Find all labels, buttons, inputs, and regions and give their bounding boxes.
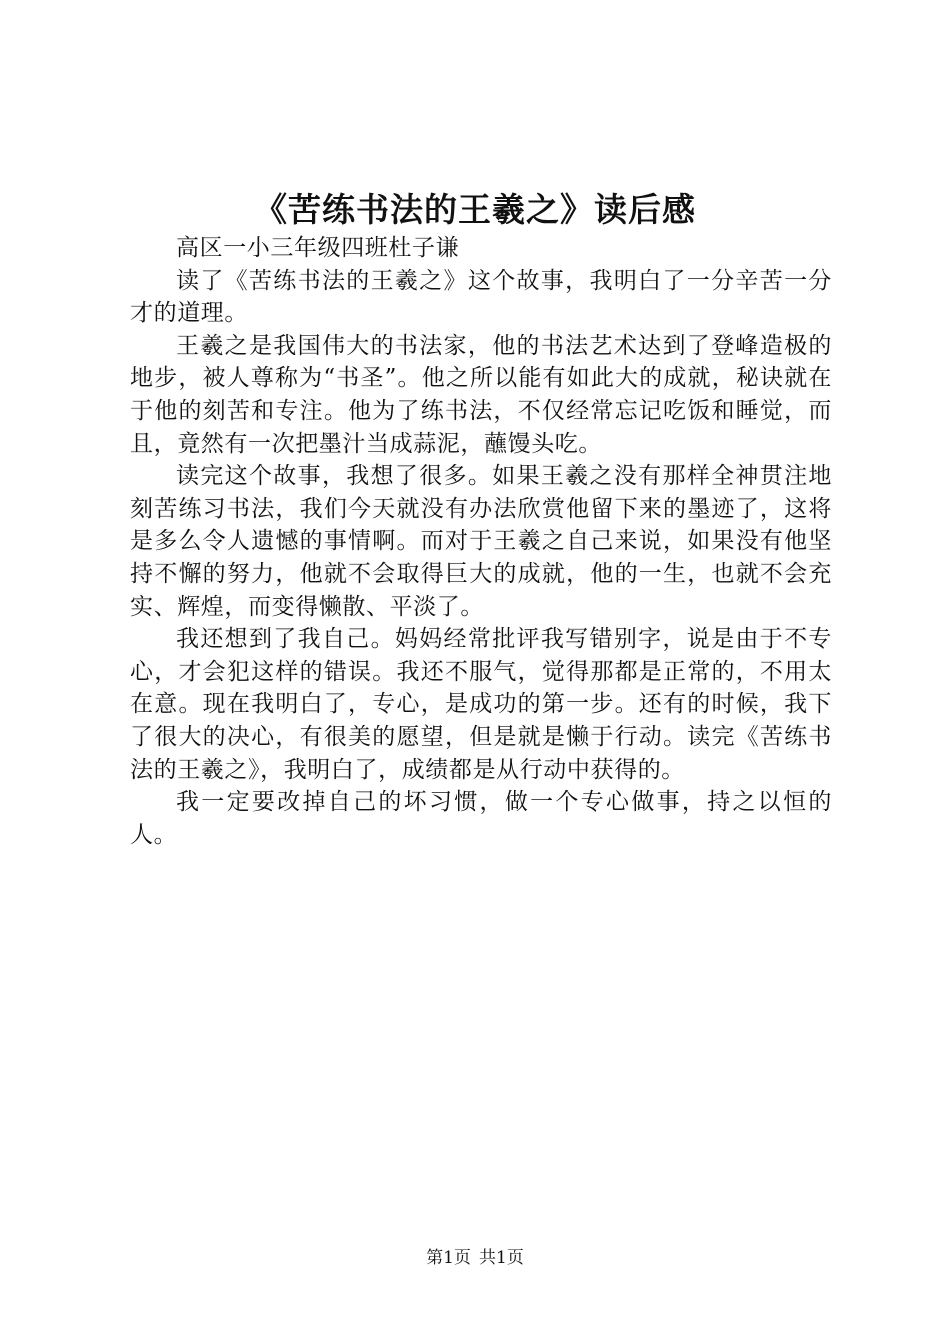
page-footer (0, 1243, 950, 1268)
paragraph: 读完这个故事，我想了很多。如果王羲之没有那样全神贯注地刻苦练习书法，我们今天就没有办法欣赏他留下来的墨迹了，这将是多么令人遗憾的事情啊。而对于王羲之自己来说，如果没有他坚持不懈的努力，他就不会取得巨大的成就，他的一生，也就不会充实、辉煌，而变得懒散、平淡了。 (130, 463, 832, 620)
paragraph: 我还想到了我自己。妈妈经常批评我写错别字，说是由于不专心，才会犯这样的错误。我还不服气，觉得那都是正常的，不用太在意。现在我明白了，专心，是成功的第一步。还有的时候，我下了很大的决心，有很美的愿望，但是就是懒于行动。读完《苦练书法的王羲之》，我明白了，成绩都是从行动中获得的。 (130, 626, 832, 783)
document-title: 《苦练书法的王羲之》读后感 (254, 190, 696, 229)
author-line: 高区一小三年级四班杜子谦 (176, 235, 460, 261)
paragraph: 我一定要改掉自己的坏习惯，做一个专心做事，持之以恒的人。 (130, 789, 832, 848)
document-body (130, 232, 832, 851)
paragraph: 王羲之是我国伟大的书法家，他的书法艺术达到了登峰造极的地步，被人尊称为“书圣”。他之所以能有如此大的成就，秘诀就在于他的刻苦和专注。他为了练书法，不仅经常忘记吃饭和睡觉，而且，竟然有一次把墨汁当成蒜泥，蘸馒头吃。 (130, 332, 832, 457)
page-total: 共1页 (479, 1248, 524, 1268)
page-number: 第1页 (426, 1248, 471, 1268)
paragraph: 读了《苦练书法的王羲之》这个故事，我明白了一分辛苦一分才的道理。 (130, 267, 832, 327)
